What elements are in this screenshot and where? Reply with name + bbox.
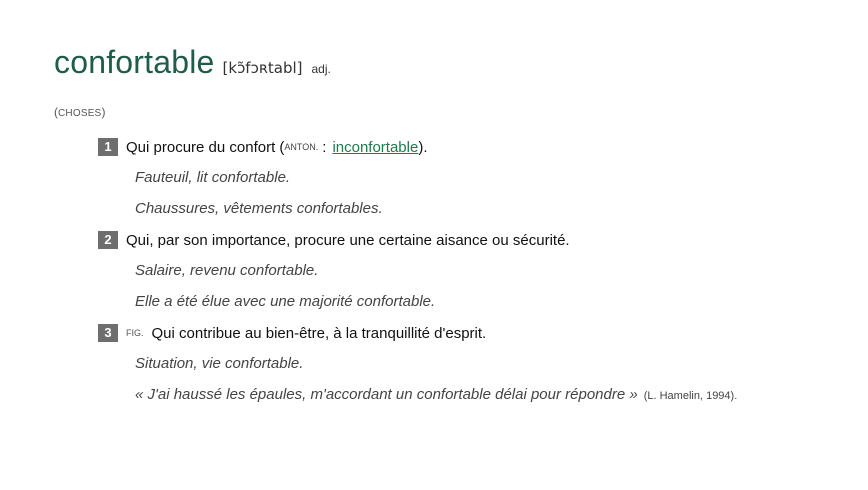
antonym-open: ( [275,138,285,156]
example: Fauteuil, lit confortable. [135,169,291,186]
sense-definition-line [98,136,854,158]
part-of-speech: adj. [311,62,331,76]
example: Situation, vie confortable. [135,355,304,372]
entry-headline [54,44,854,81]
quotation [135,384,854,407]
senses-list [98,136,854,407]
sense-1 [98,136,854,220]
sense-definition: Qui procure du confort [126,138,276,156]
sense-number-badge: 3 [98,324,118,342]
usage-domain [54,105,854,119]
example: Chaussures, vêtements confortables. [135,200,383,217]
antonym-close: ). [418,138,428,156]
antonym-label: ANTON. [284,142,319,152]
example: Salaire, revenu confortable. [135,262,319,279]
example: Elle a été élue avec une majorité confortable. [135,293,436,310]
quotation-text: « J'ai haussé les épaules, m'accordant un confortable délai pour répondre » [135,386,638,403]
phonetic-transcription: [kɔ̃fɔʀtabl] [222,59,303,77]
sense-number-badge: 1 [98,138,118,156]
sense-2 [98,229,854,313]
domain-close-paren: ) [101,105,106,119]
sense-definition: Qui contribue au bien-être, à la tranquillité d'esprit. [151,324,487,342]
headword: confortable [54,44,215,80]
sense-definition: Qui, par son importance, procure une certaine aisance ou sécurité. [126,231,570,249]
antonym-link[interactable]: inconfortable [332,138,419,156]
dictionary-entry [54,44,854,416]
sense-definition-line [98,229,854,251]
quotation-source: (L. Hamelin, 1994). [643,390,738,402]
sense-definition-line [98,322,854,344]
sense-number-badge: 2 [98,231,118,249]
sense-3 [98,322,854,407]
domain-label: CHOSES [58,108,102,119]
antonym-colon: : [322,138,327,156]
register-label: FIG. [126,328,144,338]
domain-open-paren: ( [54,105,58,119]
